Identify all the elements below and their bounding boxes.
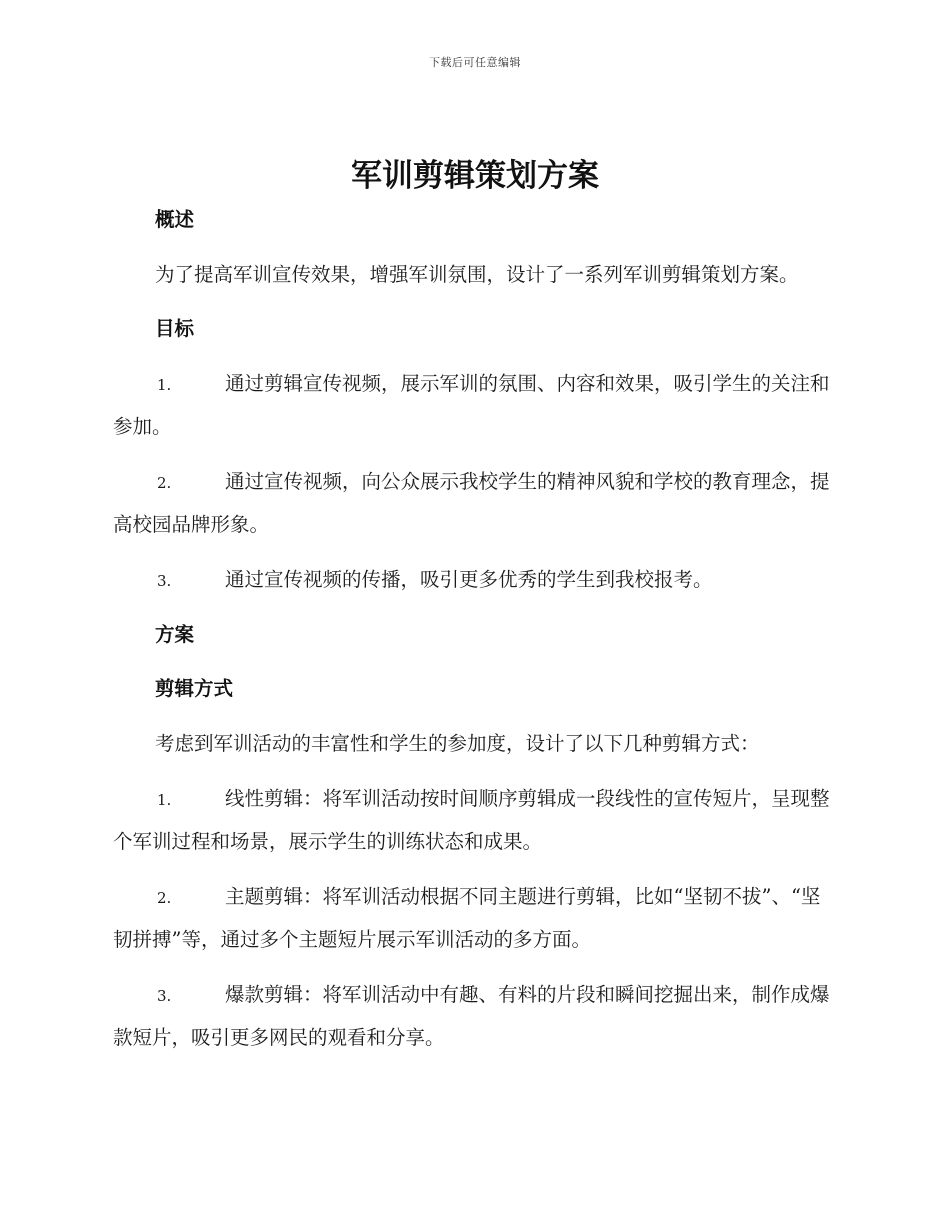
plan-item-number: 3.: [157, 987, 172, 1005]
plan-item-text: 爆款剪辑：将军训活动中有趣、有料的片段和瞬间挖掘出来，制作成爆款短片，吸引更多网民的观看和分享。: [113, 983, 830, 1049]
goal-item-number: 2.: [157, 474, 172, 492]
header-note: 下载后可任意编辑: [429, 56, 521, 69]
goal-item-text: 通过宣传视频，向公众展示我校学生的精神风貌和学校的教育理念，提高校园品牌形象。: [113, 470, 830, 536]
document-body: [113, 200, 837, 1059]
goal-item-text: 通过剪辑宣传视频，展示军训的氛围、内容和效果，吸引学生的关注和参加。: [113, 372, 830, 438]
section-heading-goals: 目标: [155, 317, 195, 340]
goal-item: [113, 461, 837, 546]
plan-item-number: 1.: [157, 791, 172, 809]
plan-item: [113, 778, 837, 863]
plan-item-text: 线性剪辑：将军训活动按时间顺序剪辑成一段线性的宣传短片，呈现整个军训过程和场景，展示学生的训练状态和成果。: [113, 787, 830, 853]
subsection-heading-editing-methods: 剪辑方式: [155, 677, 234, 700]
goal-item-number: 1.: [157, 376, 172, 394]
overview-paragraph: 为了提高军训宣传效果，增强军训氛围，设计了一系列军训剪辑策划方案。: [155, 263, 799, 286]
goal-item-number: 3.: [157, 572, 172, 590]
plan-intro-paragraph: 考虑到军训活动的丰富性和学生的参加度，设计了以下几种剪辑方式：: [155, 732, 760, 755]
document-title: 军训剪辑策划方案: [351, 158, 599, 194]
section-heading-plan: 方案: [155, 623, 195, 646]
plan-item: [113, 876, 837, 961]
goal-item: [113, 559, 837, 602]
section-heading-overview: 概述: [155, 208, 195, 231]
plan-item: [113, 974, 837, 1059]
plan-item-text: 主题剪辑：将军训活动根据不同主题进行剪辑，比如“坚韧不拔”、“坚韧拼搏”等，通过多个主题短片展示军训活动的多方面。: [113, 885, 821, 951]
goal-item: [113, 363, 837, 448]
plan-item-number: 2.: [157, 889, 172, 907]
goal-item-text: 通过宣传视频的传播，吸引更多优秀的学生到我校报考。: [225, 568, 713, 591]
